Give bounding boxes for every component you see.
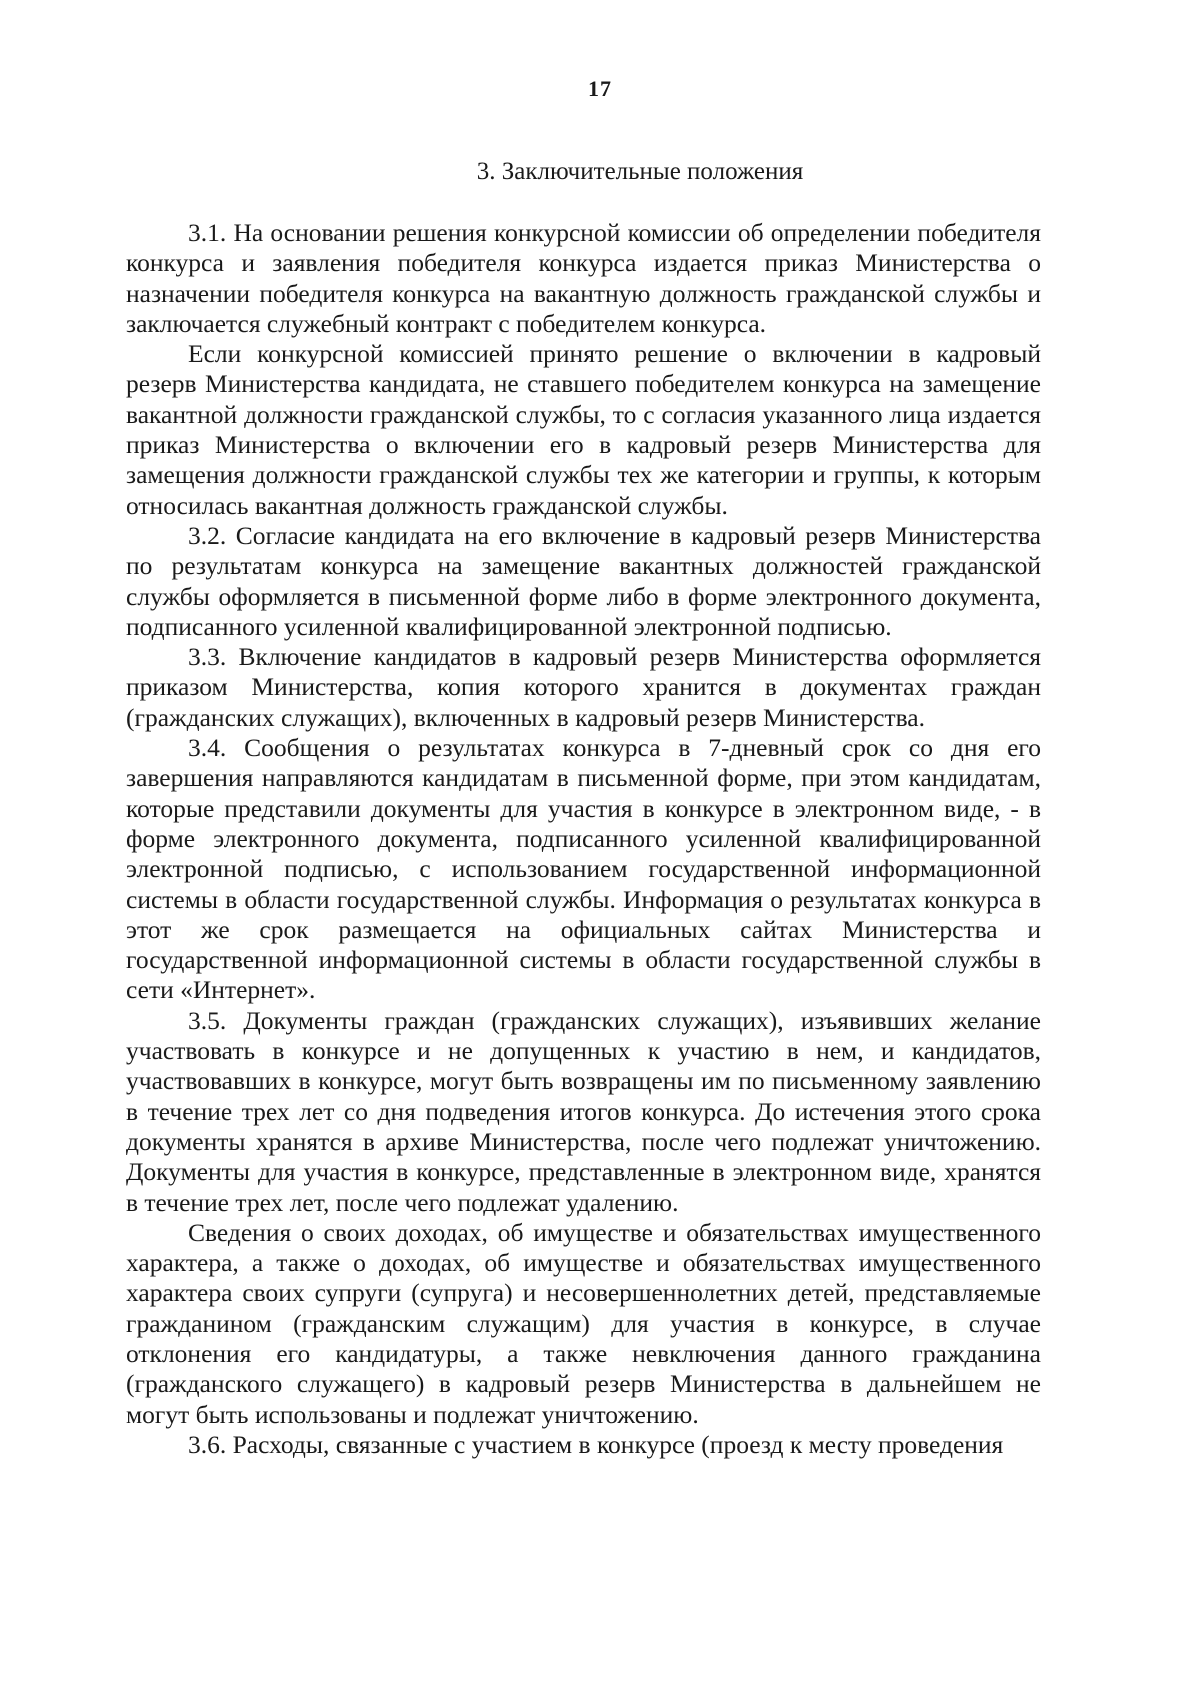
paragraph-3-5-income: Сведения о своих доходах, об имуществе и обязательствах имущественного характера, а также о доходах, об имуществе и обязательствах имущественного характера своих супруги (супруга) и несовершеннолетних детей, представляемые гражданином (гражданским служащим) для участия в конкурсе, в случае отклонения его кандидатуры, а также невключения данного гражданина (гражданского служащего) в кадровый резерв Министерства в дальнейшем не могут быть использованы и подлежат уничтожению. [126,1217,1041,1429]
paragraph-3-2: 3.2. Согласие кандидата на его включение в кадровый резерв Министерства по результатам конкурса на замещение вакантных должностей гражданской службы оформляется в письменной форме либо в форме электронного документа, подписанного усиленной квалифицированной электронной подписью. [126,520,1041,641]
paragraph-3-1: 3.1. На основании решения конкурсной комиссии об определении победителя конкурса и заявления победителя конкурса издается приказ Министерства о назначении победителя конкурса на вакантную должность гражданской службы и заключается служебный контракт с победителем конкурса. [126,218,1041,338]
body-text [126,218,1041,1460]
page-number: 17 [588,76,612,101]
paragraph-3-4: 3.4. Сообщения о результатах конкурса в 7-дневный срок со дня его завершения направляются кандидатам в письменной форме, при этом кандидатам, которые представили документы для участия в конкурсе в электронном виде, - в форме электронного документа, подписанного усиленной квалифицированной электронной подписью, с использованием государственной информационной системы в области государственной службы. Информация о результатах конкурса в этот же срок размещается на официальных сайтах Министерства и государственной информационной системы в области государственной службы в сети «Интернет». [126,733,1041,1005]
section-title: 3. Заключительные положения [476,158,804,185]
paragraph-3-5: 3.5. Документы граждан (гражданских служащих), изъявивших желание участвовать в конкурсе и не допущенных к участию в нем, и кандидатов, участвовавших в конкурсе, могут быть возвращены им по письменному заявлению в течение трех лет со дня подведения итогов конкурса. До истечения этого срока документы хранятся в архиве Министерства, после чего подлежат уничтожению. Документы для участия в конкурсе, представленные в электронном виде, хранятся в течение трех лет, после чего подлежат удалению. [126,1005,1041,1217]
paragraph-3-6: 3.6. Расходы, связанные с участием в конкурсе (проезд к месту проведения [188,1429,1004,1459]
paragraph-3-3: 3.3. Включение кандидатов в кадровый резерв Министерства оформляется приказом Министерства, копия которого хранится в документах граждан (гражданских служащих), включенных в кадровый резерв Министерства. [126,642,1041,732]
paragraph-3-1-reserve: Если конкурсной комиссией принято решение о включении в кадровый резерв Министерства кандидата, не ставшего победителем конкурса на замещение вакантной должности гражданской службы, то с согласия указанного лица издается приказ Министерства о включении его в кадровый резерв Министерства для замещения должности гражданской службы тех же категории и группы, к которым относилась вакантная должность гражданской службы. [126,339,1041,520]
